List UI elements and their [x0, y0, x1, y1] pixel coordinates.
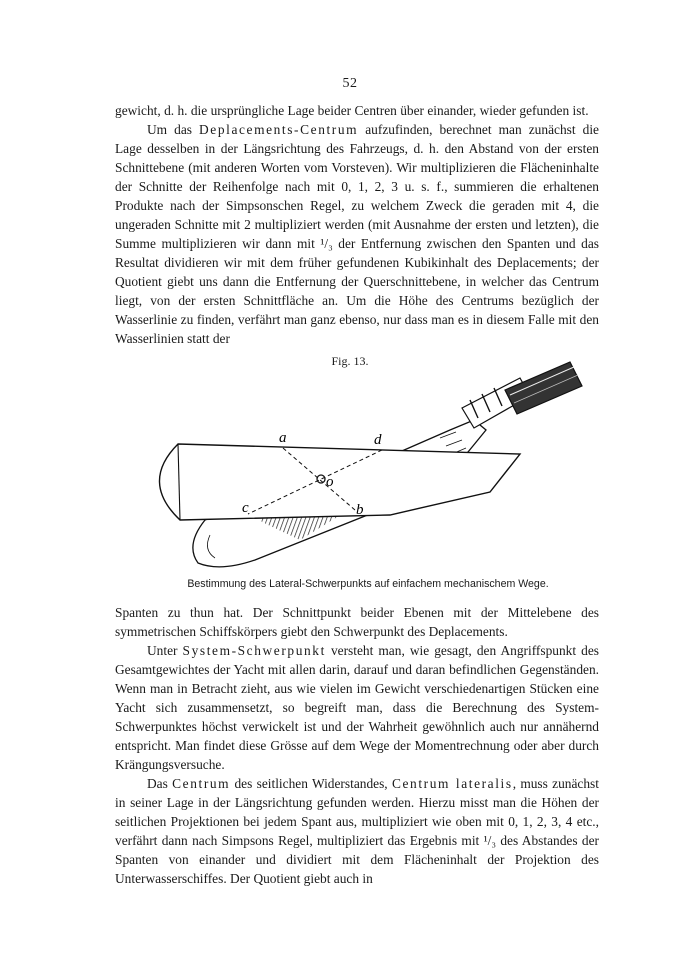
text-run: Das [147, 776, 173, 791]
paragraph [115, 603, 599, 641]
knife-handle [440, 362, 582, 454]
point-label-o: o [326, 474, 334, 490]
spaced-term: System-Schwerpunkt [182, 643, 326, 658]
text-run: Spanten zu thun hat. Der Schnittpunkt beider Ebenen mit der Mittelebene des symmetrischen Schiffskörpers giebt den Schwerpunkt des Deplacements. [115, 605, 599, 639]
text-run: versteht man, wie gesagt, den Angriffspunkt des Gesamtgewichtes der Yacht mit allen darin, darauf und daran befindlichen Gegenständen. Wenn man in Betracht zieht, aus wie vielen im Gewicht verschiedenartigen Stücken eine Yacht sich zusammensetzt, so begreift man, dass die Berechnung des System-Schwerpunktes höchst verwickelt ist und der Wahrheit gewöhnlich auch nur annähernd entspricht. Man findet diese Grösse auf dem Wege der Momentrechnung oder aber durch Krängungsversuche. [115, 643, 599, 772]
figure-caption: Bestimmung des Lateral-Schwerpunkts auf einfachem mechanischem Wege. [187, 578, 549, 590]
text-run: Um das [147, 122, 200, 137]
text-run: Unter [147, 643, 183, 658]
point-label-c: c [242, 500, 249, 516]
paragraph [115, 774, 599, 888]
text-block-bottom [115, 603, 599, 888]
page-number: 52 [342, 76, 358, 91]
spaced-term: Centrum lateralis [391, 776, 513, 791]
text-run: , muss zunächst in seiner Lage in der Längsrichtung gefunden werden. Hierzu misst man die Höhen der seitlichen Projektionen bei jedem Spant aus, multipliziert wie oben mit 0, 1, 2, 3, 4 etc., verfährt dann nach Simpsons Regel, multipliziert das Ergebnis mit ¹/₃ des Abstandes der Spanten von einander und dividiert mit dem Flächeninhalt der Projektion des Unterwasserschiffes. Der Quotient giebt auch in [115, 776, 599, 886]
text-run: gewicht, d. h. die ursprüngliche Lage beider Centren über einander, wieder gefunden ist. [115, 103, 589, 118]
point-label-d: d [374, 432, 382, 448]
text-run: aufzufinden, berechnet man zunächst die Lage desselben in der Längsrichtung des Fahrzeugs, d. h. den Abstand von der ersten Schnittebene (mit anderen Worten vom Vorsteven). Wir multiplizieren die Flächeninhalte der Schnitte der Reihenfolge nach mit 0, 1, 2, 3 u. s. f., summieren die erhaltenen Produkte nach der Simpsonschen Regel, zu welchem Zweck die geraden mit 4, die ungeraden Schnitte mit 2 multipliziert werden (mit Ausnahme der ersten und letzten), die Summe multiplizieren wir dann mit ¹/₃ der Entfernung zwischen den Spanten und das Resultat dividieren wir mit dem früher gefundenen Kubikinhalt des Deplacements; der Quotient giebt uns dann die Entfernung der Querschnittebene, in welcher das Centrum liegt, von der ersten Schnittfläche an. Um die Höhe des Centrums bezüglich der Wasserlinie zu finden, verfährt man ganz ebenso, nur dass man es in diesem Falle mit den Wasserlinien statt der [115, 122, 599, 346]
point-label-b: b [356, 502, 364, 518]
spaced-term: Centrum [172, 776, 231, 791]
figure-label: Fig. 13. [331, 354, 369, 368]
paragraph [115, 641, 599, 774]
point-label-a: a [279, 430, 287, 446]
text-run: des seitlichen Widerstandes, [230, 776, 392, 791]
hull-outline [159, 444, 520, 520]
spaced-term: Deplacements-Centrum [199, 122, 359, 137]
